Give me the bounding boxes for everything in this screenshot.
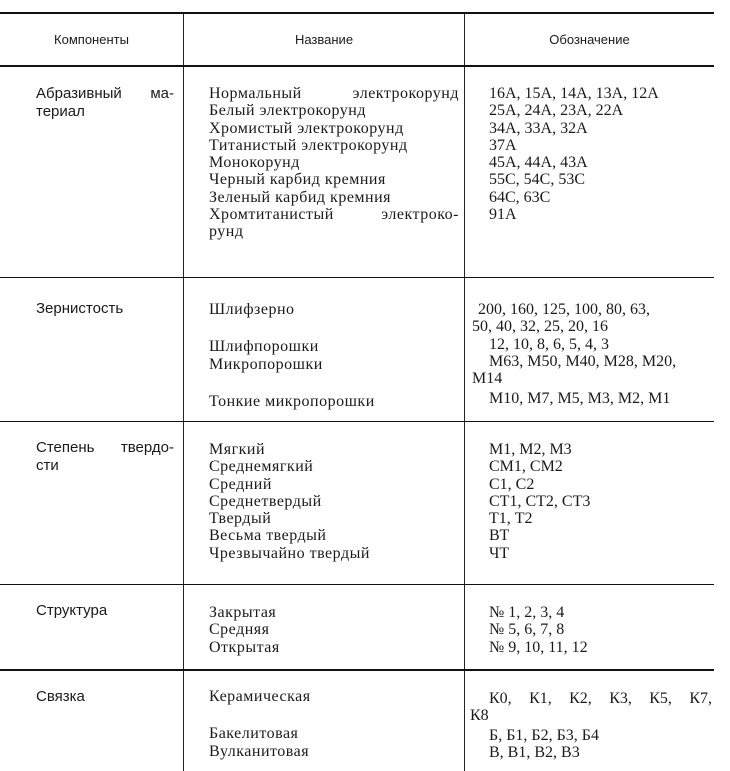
name-line: Среднемягкий	[209, 458, 314, 476]
row-column-divider	[464, 67, 465, 277]
component-cell	[36, 439, 174, 475]
designation-line: К8	[470, 707, 489, 725]
name-line: Шлифпорошки	[209, 338, 319, 356]
row-column-divider	[464, 278, 465, 421]
name-line: Бакелитовая	[209, 725, 299, 743]
designation-cell	[470, 690, 712, 761]
row-column-divider	[464, 671, 465, 771]
designation-line: С1, С2	[489, 475, 535, 493]
name-line: Вулканитовая	[209, 742, 310, 760]
designation-line: М10, М7, М5, М3, М2, М1	[489, 390, 671, 408]
name-cell	[209, 604, 459, 656]
row-column-divider	[464, 585, 465, 669]
designation-line: СМ1, СМ2	[489, 458, 563, 476]
designation-line: № 1, 2, 3, 4	[489, 604, 565, 621]
name-line: Шлифзерно	[209, 301, 295, 318]
row-divider	[0, 584, 714, 585]
name-line: Закрытая	[209, 604, 277, 621]
header-bottom-rule	[0, 65, 714, 67]
designation-line: В, В1, В2, В3	[489, 743, 580, 761]
name-cell	[209, 441, 459, 562]
name-line: Средняя	[209, 621, 270, 639]
designation-line: 45А, 44А, 43А	[489, 154, 588, 172]
row-column-divider	[464, 422, 465, 584]
name-line: Чрезвычайно твердый	[209, 544, 370, 562]
row-column-divider	[183, 278, 184, 421]
name-line: Тонкие микропорошки	[209, 392, 375, 410]
header-designation: Обозначение	[549, 31, 630, 47]
name-cell	[209, 85, 459, 241]
component-cell	[36, 300, 174, 318]
designation-line: № 5, 6, 7, 8	[489, 621, 565, 639]
designation-cell	[472, 301, 712, 408]
designation-line: М1, М2, М3	[489, 441, 572, 458]
designation-line: ЧТ	[489, 544, 510, 562]
component-line: сти	[36, 457, 59, 474]
name-cell	[209, 688, 459, 760]
row-column-divider	[183, 422, 184, 584]
designation-line: 16А, 15А, 14А, 13А, 12А	[489, 85, 659, 102]
component-line: Связка	[36, 688, 85, 705]
designation-line: ВТ	[489, 527, 510, 545]
component-cell	[36, 85, 174, 121]
designation-cell	[489, 85, 711, 223]
name-line: Белый электрокорунд	[209, 102, 366, 120]
name-line: Хромистый электрокорунд	[209, 119, 404, 137]
component-line: териал	[36, 103, 85, 120]
designation-line: М14	[472, 370, 503, 388]
designation-line: № 9, 10, 11, 12	[489, 638, 588, 656]
header-name: Название	[294, 31, 354, 47]
name-line: рунд	[209, 223, 244, 241]
component-line: Абразивный ма-	[36, 85, 174, 102]
component-cell	[36, 602, 174, 620]
designation-line: 25А, 24А, 23А, 22А	[489, 102, 624, 120]
component-line: Структура	[36, 602, 108, 619]
designation-line: 200, 160, 125, 100, 80, 63,	[478, 301, 650, 318]
designation-line: СТ1, СТ2, СТ3	[489, 492, 591, 510]
name-line: Керамическая	[209, 688, 311, 705]
name-line: Монокорунд	[209, 154, 300, 172]
designation-cell	[489, 441, 711, 562]
row-column-divider	[183, 67, 184, 277]
name-line: Открытая	[209, 638, 280, 656]
name-cell	[209, 301, 459, 410]
row-column-divider	[183, 585, 184, 669]
name-line: Хромтитанистый электроко-	[209, 206, 459, 224]
name-line: Титанистый электрокорунд	[209, 136, 408, 154]
name-line: Черный карбид кремния	[209, 171, 386, 189]
name-line: Средний	[209, 475, 272, 493]
row-divider	[0, 669, 714, 671]
designation-line: К0, К1, К2, К3, К5, К7,	[489, 690, 712, 707]
name-line: Весьма твердый	[209, 527, 327, 545]
designation-line: 64С, 63С	[489, 188, 551, 206]
row-divider	[0, 421, 714, 422]
designation-line: 37А	[489, 136, 517, 154]
designation-line: Т1, Т2	[489, 510, 533, 528]
header-components: Компоненты	[54, 31, 129, 47]
designation-cell	[489, 604, 711, 656]
component-cell	[36, 688, 174, 706]
row-divider	[0, 277, 714, 278]
designation-line: Б, Б1, Б2, Б3, Б4	[489, 726, 599, 744]
name-line: Нормальный электрокорунд	[209, 85, 459, 102]
row-column-divider	[183, 671, 184, 771]
designation-line: 34А, 33А, 32А	[489, 119, 588, 137]
designation-line: 55С, 54С, 53С	[489, 171, 586, 189]
designation-line: М63, М50, М40, М28, М20,	[489, 352, 677, 370]
component-line: Степень твердо-	[36, 439, 174, 456]
designation-line: 12, 10, 8, 6, 5, 4, 3	[489, 335, 609, 353]
name-line: Микропорошки	[209, 355, 323, 373]
name-line: Среднетвердый	[209, 492, 322, 510]
name-line: Твердый	[209, 510, 272, 528]
component-line: Зернистость	[36, 300, 124, 317]
designation-line: 50, 40, 32, 25, 20, 16	[472, 318, 608, 336]
name-line: Мягкий	[209, 441, 266, 458]
name-line: Зеленый карбид кремния	[209, 188, 392, 206]
designation-line: 91А	[489, 206, 517, 224]
